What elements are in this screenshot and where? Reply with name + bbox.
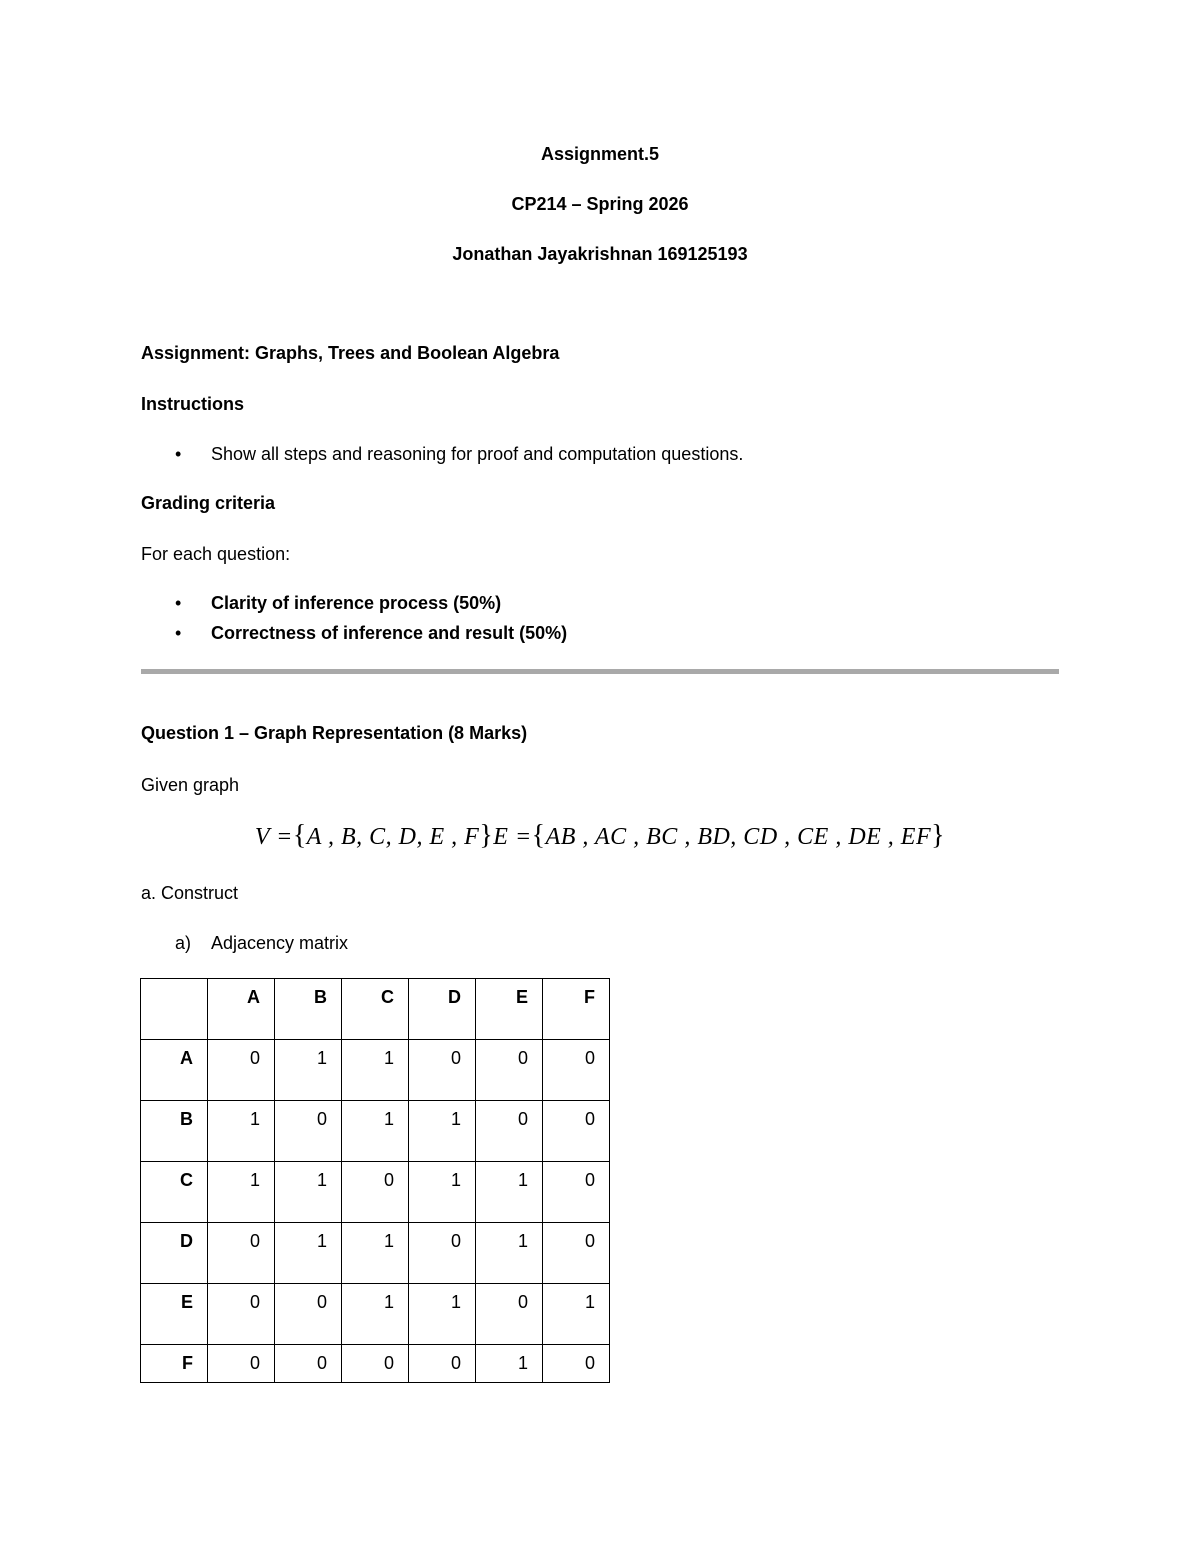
table-cell: 0	[476, 1284, 543, 1345]
bullet-icon: •	[175, 444, 182, 464]
grading-heading: Grading criteria	[141, 493, 276, 513]
course-line: CP214 – Spring 2026	[511, 194, 689, 214]
table-cell: 0	[409, 1223, 476, 1284]
edge-set: AB , AC , BC , BD, CD , CE , DE , EF	[545, 824, 932, 850]
table-cell: 1	[476, 1345, 543, 1383]
table-cell: 1	[342, 1101, 409, 1162]
sub-a-label: Adjacency matrix	[211, 933, 349, 953]
table-cell: 0	[208, 1345, 275, 1383]
table-cell: 0	[342, 1162, 409, 1223]
table-cell: 0	[208, 1223, 275, 1284]
row-header: F	[141, 1345, 208, 1383]
part-a-label: a. Construct	[141, 883, 239, 903]
table-cell: 0	[409, 1040, 476, 1101]
table-cell: 1	[342, 1040, 409, 1101]
table-cell: 1	[409, 1284, 476, 1345]
table-cell: 0	[543, 1345, 610, 1383]
instruction-item: Show all steps and reasoning for proof and computation questions.	[211, 444, 744, 464]
table-cell: 1	[342, 1223, 409, 1284]
table-row	[141, 1101, 610, 1162]
table-cell: 0	[543, 1223, 610, 1284]
edge-set-label: E =	[493, 824, 532, 850]
table-cell: 0	[275, 1101, 342, 1162]
table-cell: 1	[275, 1040, 342, 1101]
row-header: D	[141, 1223, 208, 1284]
student-line: Jonathan Jayakrishnan 169125193	[452, 244, 748, 264]
question-1-heading: Question 1 – Graph Representation (8 Marks)	[141, 723, 528, 743]
row-header: E	[141, 1284, 208, 1345]
table-cell: 1	[543, 1284, 610, 1345]
row-header: B	[141, 1101, 208, 1162]
table-row	[141, 1345, 610, 1383]
table-cell: 1	[208, 1162, 275, 1223]
grading-item: Clarity of inference process (50%)	[211, 593, 502, 613]
table-header-row	[141, 979, 610, 1040]
table-cell: 0	[543, 1101, 610, 1162]
grading-intro: For each question:	[141, 544, 291, 564]
given-graph-label: Given graph	[141, 775, 240, 795]
table-row	[141, 1284, 610, 1345]
sub-a-marker: a)	[175, 933, 192, 953]
row-header: A	[141, 1040, 208, 1101]
table-cell: 0	[543, 1040, 610, 1101]
table-cell: 1	[409, 1162, 476, 1223]
column-header: D	[409, 979, 476, 1040]
grading-item: Correctness of inference and result (50%)	[211, 623, 568, 643]
column-header: F	[543, 979, 610, 1040]
assignment-title: Assignment: Graphs, Trees and Boolean Algebra	[141, 343, 560, 363]
horizontal-divider	[141, 669, 1059, 674]
bullet-icon: •	[175, 593, 182, 613]
table-row	[141, 1040, 610, 1101]
table-cell: 0	[543, 1162, 610, 1223]
table-row	[141, 1223, 610, 1284]
table-cell: 1	[409, 1101, 476, 1162]
table-cell: 1	[476, 1223, 543, 1284]
row-header: C	[141, 1162, 208, 1223]
column-header: C	[342, 979, 409, 1040]
table-cell: 1	[275, 1162, 342, 1223]
column-header: B	[275, 979, 342, 1040]
table-row	[141, 1162, 610, 1223]
table-cell: 0	[208, 1040, 275, 1101]
column-header: E	[476, 979, 543, 1040]
table-cell: 0	[275, 1284, 342, 1345]
table-cell: 1	[208, 1101, 275, 1162]
table-cell: 0	[476, 1101, 543, 1162]
vertex-set: A , B, C, D, E , F	[306, 824, 480, 850]
instructions-heading: Instructions	[141, 394, 245, 414]
table-cell: 1	[342, 1284, 409, 1345]
column-header: A	[208, 979, 275, 1040]
table-cell: 1	[275, 1223, 342, 1284]
graph-definition: V ={A , B, C, D, E , F}E ={AB , AC , BC , BD, CD , CE , DE , EF}	[254, 820, 946, 851]
table-cell: 0	[342, 1345, 409, 1383]
bullet-icon: •	[175, 623, 182, 643]
adjacency-matrix-table	[140, 978, 610, 1383]
corner-cell	[141, 979, 208, 1040]
table-cell: 0	[409, 1345, 476, 1383]
vertex-set-label: V =	[254, 824, 293, 850]
table-cell: 0	[476, 1040, 543, 1101]
table-cell: 1	[476, 1162, 543, 1223]
table-cell: 0	[208, 1284, 275, 1345]
table-cell: 0	[275, 1345, 342, 1383]
document-title: Assignment.5	[540, 144, 660, 164]
